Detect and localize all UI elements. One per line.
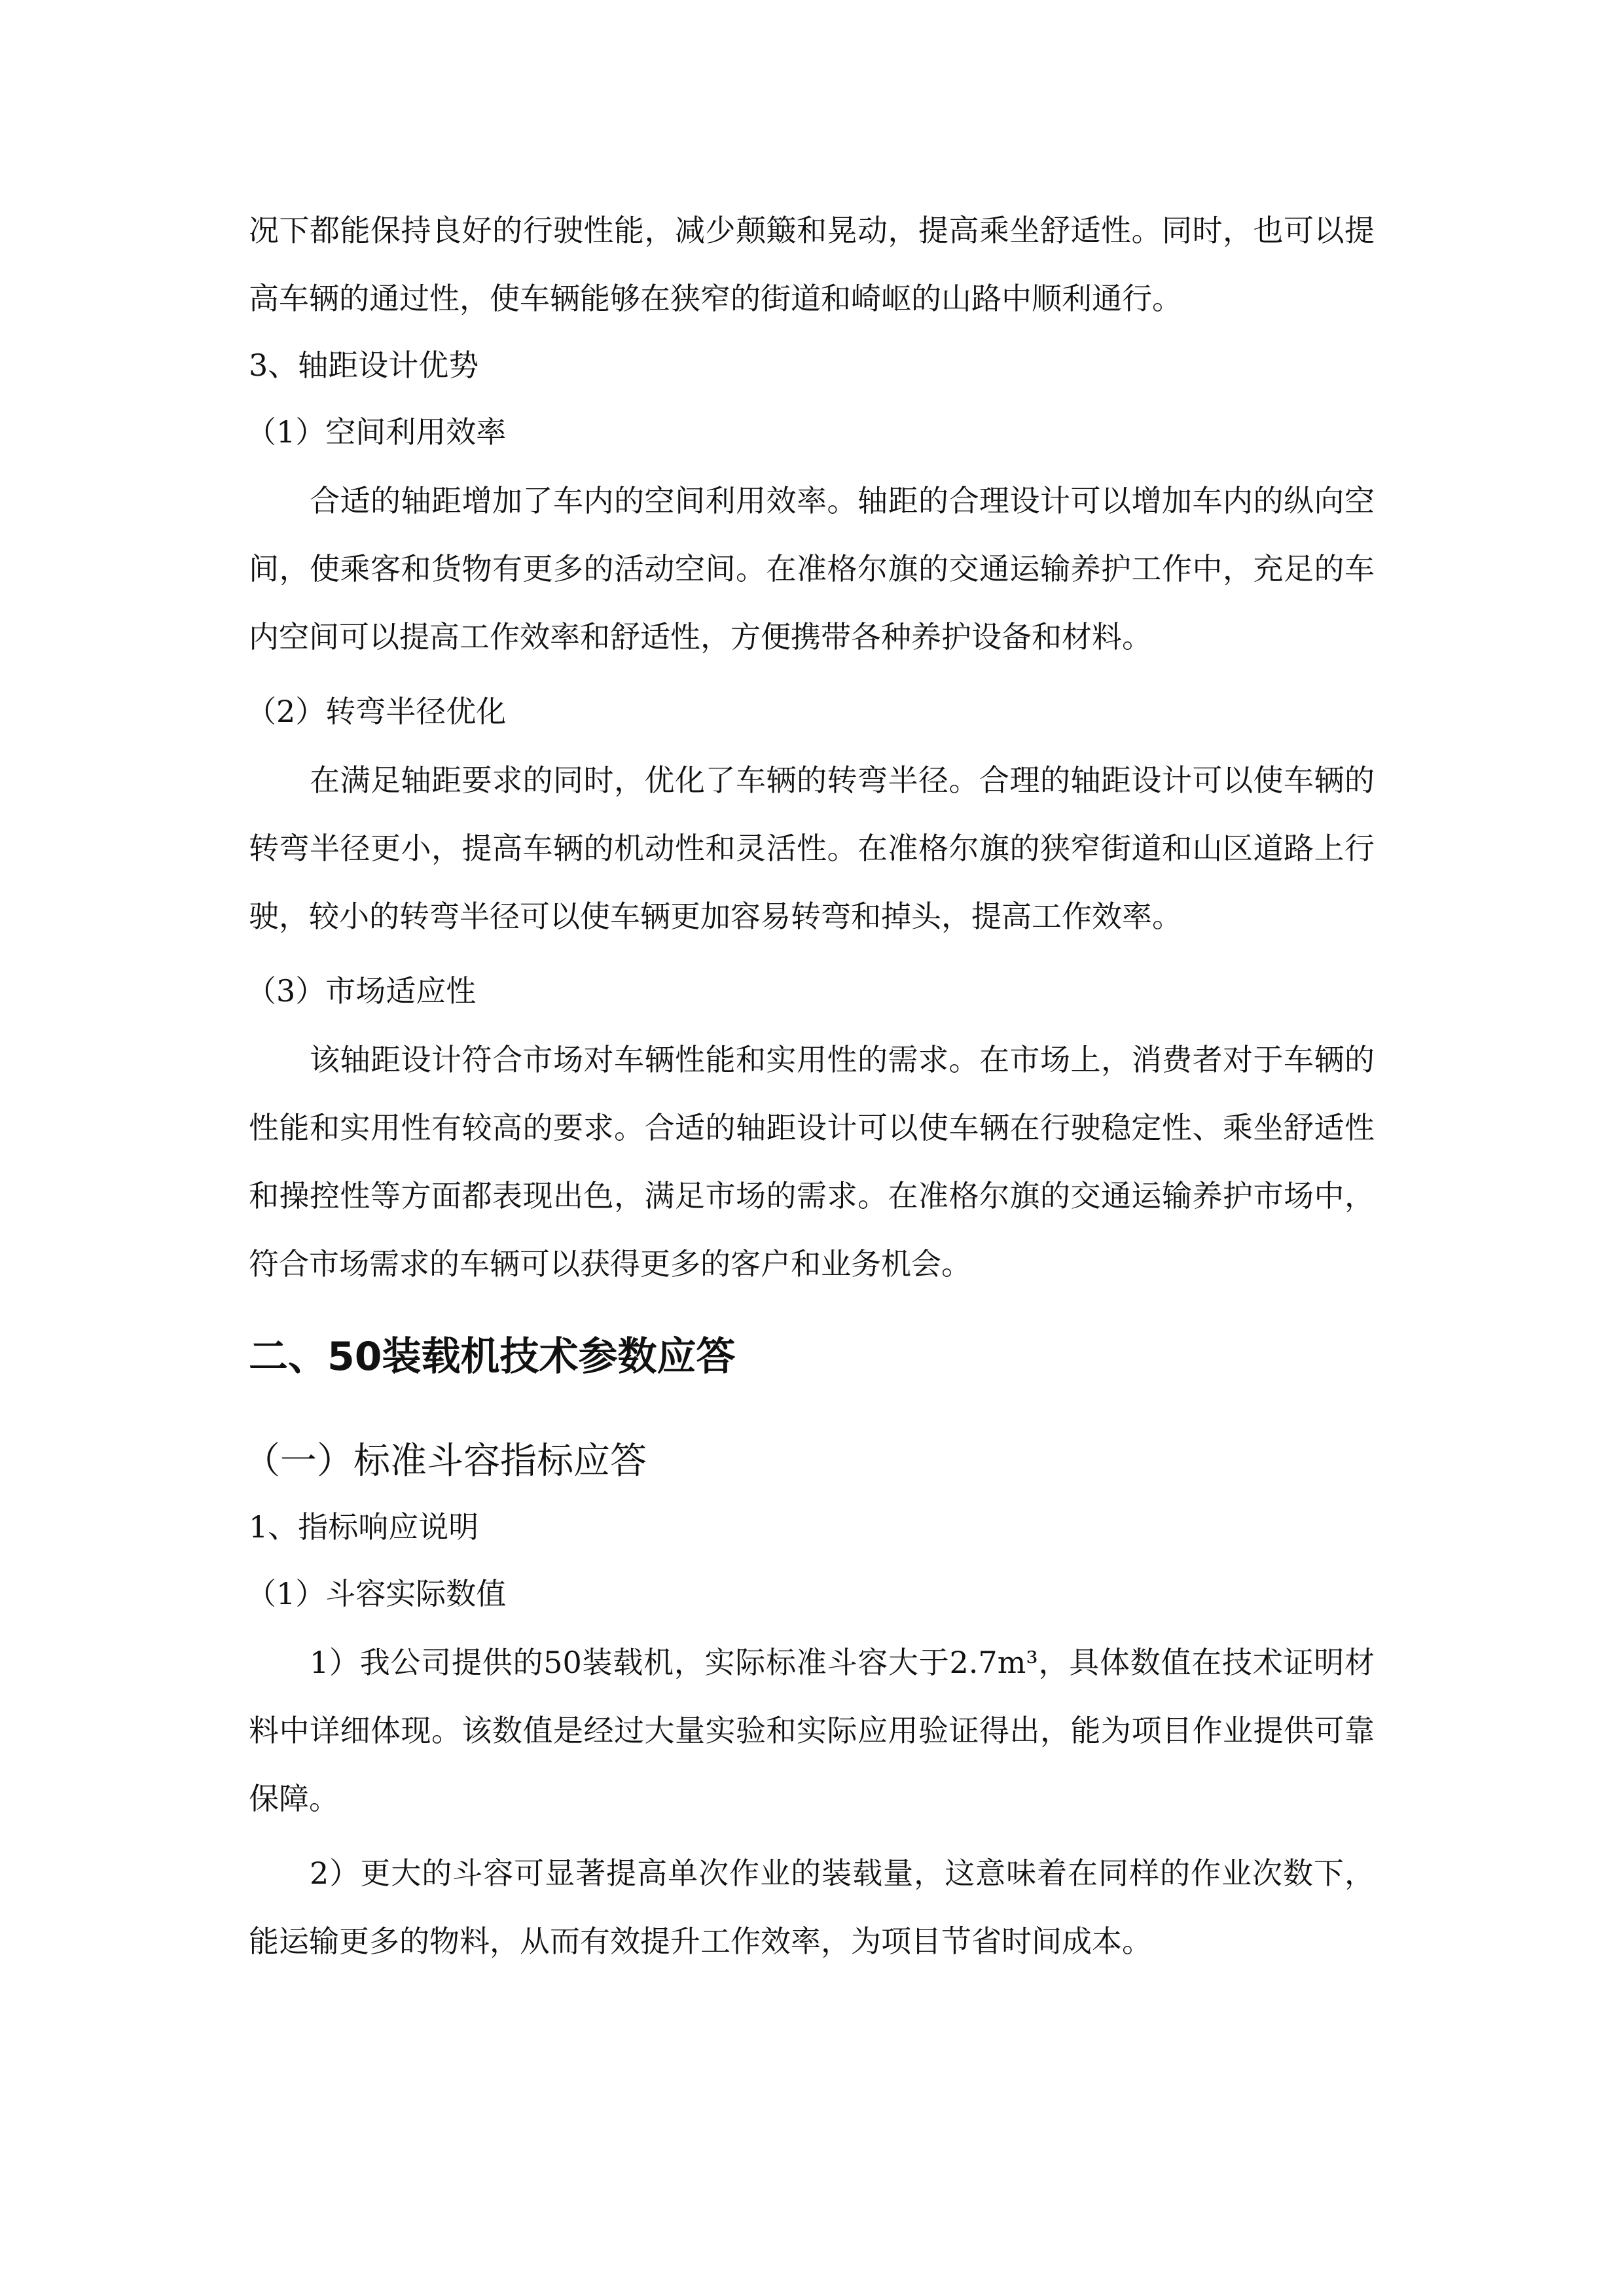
section-heading: （一）标准斗容指标应答: [244, 1440, 647, 1482]
paragraph-space-efficiency: 合适的轴距增加了车内的空间利用效率。轴距的合理设计可以增加车内的纵向空间，使乘客和货物有更多的活动空间。在准格尔旗的交通运输养护工作中，充足的车内空间可以提高工作效率和舒适性，方便携带各种养护设备和材料。: [249, 483, 1375, 655]
paragraph-continuation: 况下都能保持良好的行驶性能，减少颠簸和晃动，提高乘坐舒适性。同时，也可以提高车辆的通过性，使车辆能够在狭窄的街道和崎岖的山路中顺利通行。: [249, 213, 1375, 316]
chapter-heading: 二、50装载机技术参数应答: [249, 1334, 736, 1380]
document-page: [244, 196, 1375, 1975]
subheading-market-adaptability: （3）市场适应性: [246, 973, 477, 1009]
paragraph-turning-radius: 在满足轴距要求的同时，优化了车辆的转弯半径。合理的轴距设计可以使车辆的转弯半径更小，提高车辆的机动性和灵活性。在准格尔旗的狭窄街道和山区道路上行驶，较小的转弯半径可以使车辆更加容易转弯和掉头，提高工作效率。: [249, 762, 1375, 934]
section-heading-3: 3、轴距设计优势: [249, 348, 479, 383]
subheading-turning-radius: （2）转弯半径优化: [246, 694, 507, 729]
subheading-bucket-value: （1）斗容实际数值: [246, 1576, 507, 1611]
subheading-space-efficiency: （1）空间利用效率: [246, 414, 507, 450]
item-heading-1: 1、指标响应说明: [249, 1509, 479, 1545]
paragraph-bucket-value-1: 1）我公司提供的50装载机，实际标准斗容大于2.7m³，具体数值在技术证明材料中详细体现。该数值是经过大量实验和实际应用验证得出，能为项目作业提供可靠保障。: [249, 1645, 1375, 1816]
paragraph-bucket-value-2: 2）更大的斗容可显著提高单次作业的装载量，这意味着在同样的作业次数下，能运输更多的物料，从而有效提升工作效率，为项目节省时间成本。: [249, 1856, 1375, 1959]
paragraph-market-adaptability: 该轴距设计符合市场对车辆性能和实用性的需求。在市场上，消费者对于车辆的性能和实用性有较高的要求。合适的轴距设计可以使车辆在行驶稳定性、乘坐舒适性和操控性等方面都表现出色，满足市场的需求。在准格尔旗的交通运输养护市场中，符合市场需求的车辆可以获得更多的客户和业务机会。: [249, 1042, 1375, 1282]
